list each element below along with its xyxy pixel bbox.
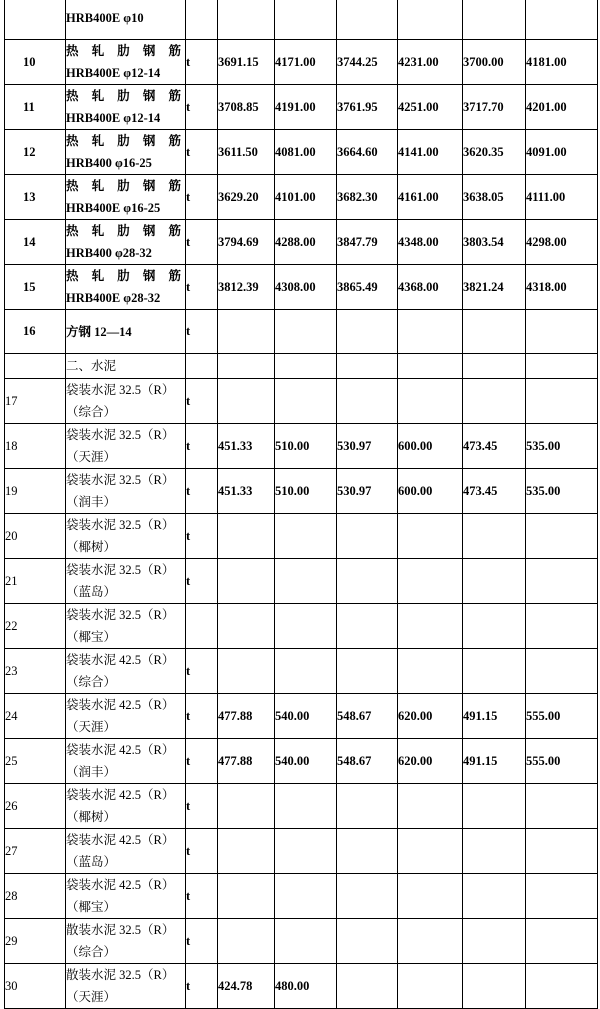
price-cell [218,559,275,604]
price-cell [337,310,398,354]
material-name-line: （天涯） [66,720,117,734]
price-cell [398,379,463,424]
material-name-line: 袋装水泥 42.5（R） [66,743,175,757]
price-cell: 491.15 [463,739,526,784]
price-table [4,0,598,1009]
unit-cell: t [186,175,218,220]
price-cell [463,649,526,694]
material-name-line: HRB400E φ12-14 [66,66,161,80]
unit-cell: t [186,739,218,784]
price-cell [526,514,598,559]
price-cell: 4191.00 [275,85,337,130]
material-name [66,0,186,40]
price-cell: 480.00 [275,964,337,1009]
material-name-line: 袋装水泥 42.5（R） [66,698,175,712]
price-cell [526,559,598,604]
material-name-line: （椰树） [66,540,117,554]
unit-cell: t [186,559,218,604]
price-cell [337,964,398,1009]
unit-cell: t [186,469,218,514]
table-row [5,85,598,130]
material-name [66,354,186,379]
material-name [66,130,186,175]
price-cell: 555.00 [526,694,598,739]
price-cell [218,310,275,354]
price-cell: 548.67 [337,694,398,739]
material-name [66,559,186,604]
unit-cell: t [186,310,218,354]
price-cell [398,829,463,874]
table-row [5,379,598,424]
price-cell [463,379,526,424]
price-cell [337,649,398,694]
table-row [5,739,598,784]
price-cell [398,604,463,649]
price-cell: 548.67 [337,739,398,784]
price-cell [275,649,337,694]
price-cell [275,874,337,919]
material-name-line: 热 轧 肋 钢 筋 [66,269,181,283]
material-name [66,310,186,354]
price-cell [218,0,275,40]
table-body [5,0,598,1009]
unit-cell: t [186,694,218,739]
price-cell: 4111.00 [526,175,598,220]
row-number: 23 [5,649,66,694]
price-cell [398,919,463,964]
price-cell [275,919,337,964]
row-number: 30 [5,964,66,1009]
material-name-line: 热 轧 肋 钢 筋 [66,89,181,103]
material-name [66,604,186,649]
unit-cell [186,354,218,379]
material-name [66,469,186,514]
price-cell: 3794.69 [218,220,275,265]
price-cell: 4171.00 [275,40,337,85]
price-cell: 3629.20 [218,175,275,220]
price-cell: 3761.95 [337,85,398,130]
price-cell: 3821.24 [463,265,526,310]
material-name-line: 热 轧 肋 钢 筋 [66,224,181,238]
material-name-line: （蓝岛） [66,855,117,869]
row-number: 20 [5,514,66,559]
price-cell: 4298.00 [526,220,598,265]
unit-cell: t [186,649,218,694]
price-cell: 3611.50 [218,130,275,175]
price-cell: 4231.00 [398,40,463,85]
price-cell: 4141.00 [398,130,463,175]
price-cell [337,559,398,604]
material-name [66,649,186,694]
material-name-line: 热 轧 肋 钢 筋 [66,179,181,193]
material-name-line: 袋装水泥 32.5（R） [66,518,175,532]
material-name [66,874,186,919]
price-cell [218,379,275,424]
row-number: 27 [5,829,66,874]
price-cell: 4181.00 [526,40,598,85]
material-name-line: （蓝岛） [66,585,117,599]
material-name-line: 袋装水泥 42.5（R） [66,788,175,802]
price-cell: 3708.85 [218,85,275,130]
unit-cell: t [186,40,218,85]
price-cell [337,829,398,874]
price-cell: 4161.00 [398,175,463,220]
material-name [66,694,186,739]
price-cell [463,784,526,829]
unit-cell: t [186,874,218,919]
material-name [66,784,186,829]
table-row [5,604,598,649]
price-cell [398,784,463,829]
price-cell [218,784,275,829]
material-name [66,829,186,874]
price-cell [275,559,337,604]
price-cell: 473.45 [463,469,526,514]
unit-cell: t [186,85,218,130]
price-cell: 4201.00 [526,85,598,130]
material-name-line: （天涯） [66,990,117,1004]
price-cell [218,604,275,649]
price-cell [337,919,398,964]
price-cell [526,604,598,649]
price-cell: 3865.49 [337,265,398,310]
price-cell: 535.00 [526,469,598,514]
material-name-line: 热 轧 肋 钢 筋 [66,134,181,148]
price-cell: 477.88 [218,739,275,784]
table-row [5,265,598,310]
price-cell [275,829,337,874]
material-name-line: 二、水泥 [66,359,117,373]
material-name-line: HRB400E φ12-14 [66,111,161,125]
price-cell: 3682.30 [337,175,398,220]
unit-cell: t [186,265,218,310]
price-cell [526,874,598,919]
table-row [5,354,598,379]
row-number: 24 [5,694,66,739]
row-number: 12 [5,130,66,175]
price-cell [275,354,337,379]
price-cell [218,874,275,919]
unit-cell: t [186,424,218,469]
table-row [5,0,598,40]
price-cell: 535.00 [526,424,598,469]
price-cell [398,0,463,40]
unit-cell: t [186,829,218,874]
row-number: 22 [5,604,66,649]
price-cell: 491.15 [463,694,526,739]
price-cell: 3803.54 [463,220,526,265]
material-name [66,964,186,1009]
price-cell [526,379,598,424]
price-cell [526,919,598,964]
material-name-line: 散装水泥 32.5（R） [66,968,175,982]
material-name-line: 袋装水泥 32.5（R） [66,383,175,397]
table-row [5,514,598,559]
row-number: 15 [5,265,66,310]
material-name [66,85,186,130]
table-row [5,964,598,1009]
price-cell [337,354,398,379]
material-name-line: 袋装水泥 42.5（R） [66,833,175,847]
material-name-line: （润丰） [66,495,117,509]
price-cell: 510.00 [275,469,337,514]
price-cell [398,514,463,559]
price-cell: 600.00 [398,469,463,514]
material-name-line: 袋装水泥 42.5（R） [66,878,175,892]
material-name-line: 袋装水泥 32.5（R） [66,563,175,577]
unit-cell: t [186,379,218,424]
material-name-line: 袋装水泥 32.5（R） [66,608,175,622]
price-cell [463,0,526,40]
price-cell [526,354,598,379]
row-number: 17 [5,379,66,424]
material-name-line: 热 轧 肋 钢 筋 [66,44,181,58]
price-cell [275,604,337,649]
price-cell: 540.00 [275,739,337,784]
table-row [5,130,598,175]
price-cell: 451.33 [218,424,275,469]
price-cell [337,514,398,559]
price-cell: 4308.00 [275,265,337,310]
material-name-line: 袋装水泥 42.5（R） [66,653,175,667]
price-cell: 3847.79 [337,220,398,265]
price-cell: 530.97 [337,469,398,514]
price-cell [398,649,463,694]
price-cell: 620.00 [398,694,463,739]
price-cell: 4101.00 [275,175,337,220]
price-cell [337,874,398,919]
unit-cell: t [186,130,218,175]
price-cell [398,874,463,919]
price-cell: 540.00 [275,694,337,739]
material-name [66,919,186,964]
table-row [5,40,598,85]
material-name-line: 散装水泥 32.5（R） [66,923,175,937]
price-cell [463,964,526,1009]
price-cell [337,784,398,829]
row-number: 11 [5,85,66,130]
price-cell: 600.00 [398,424,463,469]
row-number: 13 [5,175,66,220]
material-name [66,514,186,559]
price-cell [337,604,398,649]
table-row [5,175,598,220]
price-cell [398,354,463,379]
row-number [5,354,66,379]
price-cell [463,310,526,354]
price-cell: 424.78 [218,964,275,1009]
material-name [66,175,186,220]
table-row [5,559,598,604]
price-cell: 3664.60 [337,130,398,175]
price-cell [218,354,275,379]
price-cell [275,310,337,354]
price-cell [337,0,398,40]
unit-cell: t [186,784,218,829]
price-cell [398,964,463,1009]
price-cell [275,0,337,40]
row-number: 28 [5,874,66,919]
price-cell [337,379,398,424]
price-cell: 3691.15 [218,40,275,85]
table-row [5,829,598,874]
price-cell: 620.00 [398,739,463,784]
price-cell [526,649,598,694]
price-cell: 4318.00 [526,265,598,310]
price-cell [526,784,598,829]
price-cell: 451.33 [218,469,275,514]
price-cell [275,379,337,424]
unit-cell [186,604,218,649]
table-row [5,424,598,469]
material-name-line: HRB400E φ16-25 [66,201,161,215]
row-number: 26 [5,784,66,829]
price-cell [218,829,275,874]
table-row [5,874,598,919]
row-number [5,0,66,40]
unit-cell: t [186,964,218,1009]
price-cell: 4081.00 [275,130,337,175]
price-cell [398,559,463,604]
price-cell [526,964,598,1009]
row-number: 10 [5,40,66,85]
price-cell [463,829,526,874]
material-name [66,40,186,85]
price-cell: 510.00 [275,424,337,469]
table-row [5,784,598,829]
unit-cell [186,0,218,40]
price-cell: 3744.25 [337,40,398,85]
unit-cell: t [186,514,218,559]
unit-cell: t [186,919,218,964]
material-name [66,739,186,784]
table-row [5,649,598,694]
price-cell [526,310,598,354]
price-cell: 555.00 [526,739,598,784]
price-cell: 530.97 [337,424,398,469]
material-name-line: （综合） [66,675,117,689]
price-cell [526,0,598,40]
row-number: 16 [5,310,66,354]
table-row [5,919,598,964]
material-name-line: 袋装水泥 32.5（R） [66,428,175,442]
price-cell: 4348.00 [398,220,463,265]
price-cell [463,919,526,964]
price-cell [218,514,275,559]
table-row [5,469,598,514]
material-name [66,220,186,265]
price-cell: 3812.39 [218,265,275,310]
material-name-line: HRB400E φ10 [66,10,144,25]
price-cell [463,604,526,649]
row-number: 18 [5,424,66,469]
price-cell [218,649,275,694]
material-name-line: 方钢 12—14 [66,324,132,339]
price-cell [218,919,275,964]
material-name-line: （综合） [66,945,117,959]
price-cell [275,784,337,829]
table-row [5,220,598,265]
price-cell [526,829,598,874]
material-name-line: （椰宝） [66,900,117,914]
row-number: 29 [5,919,66,964]
material-name-line: （椰宝） [66,630,117,644]
price-cell: 473.45 [463,424,526,469]
table-row [5,694,598,739]
price-cell: 4251.00 [398,85,463,130]
row-number: 21 [5,559,66,604]
price-cell: 4091.00 [526,130,598,175]
price-cell [275,514,337,559]
material-name-line: （椰树） [66,810,117,824]
table-row [5,310,598,354]
price-cell: 3717.70 [463,85,526,130]
unit-cell: t [186,220,218,265]
material-name [66,424,186,469]
material-name-line: （润丰） [66,765,117,779]
price-cell [463,514,526,559]
price-cell: 3638.05 [463,175,526,220]
price-cell: 3620.35 [463,130,526,175]
price-cell [463,874,526,919]
material-name-line: HRB400 φ28-32 [66,246,152,260]
material-name-line: HRB400E φ28-32 [66,291,161,305]
material-name-line: （天涯） [66,450,117,464]
material-name [66,379,186,424]
price-cell [398,310,463,354]
material-name-line: 袋装水泥 32.5（R） [66,473,175,487]
material-name [66,265,186,310]
row-number: 25 [5,739,66,784]
row-number: 19 [5,469,66,514]
material-name-line: （综合） [66,405,117,419]
material-name-line: HRB400 φ16-25 [66,156,152,170]
price-cell: 3700.00 [463,40,526,85]
price-cell: 4368.00 [398,265,463,310]
price-cell: 477.88 [218,694,275,739]
price-cell [463,559,526,604]
price-cell [463,354,526,379]
price-cell: 4288.00 [275,220,337,265]
row-number: 14 [5,220,66,265]
